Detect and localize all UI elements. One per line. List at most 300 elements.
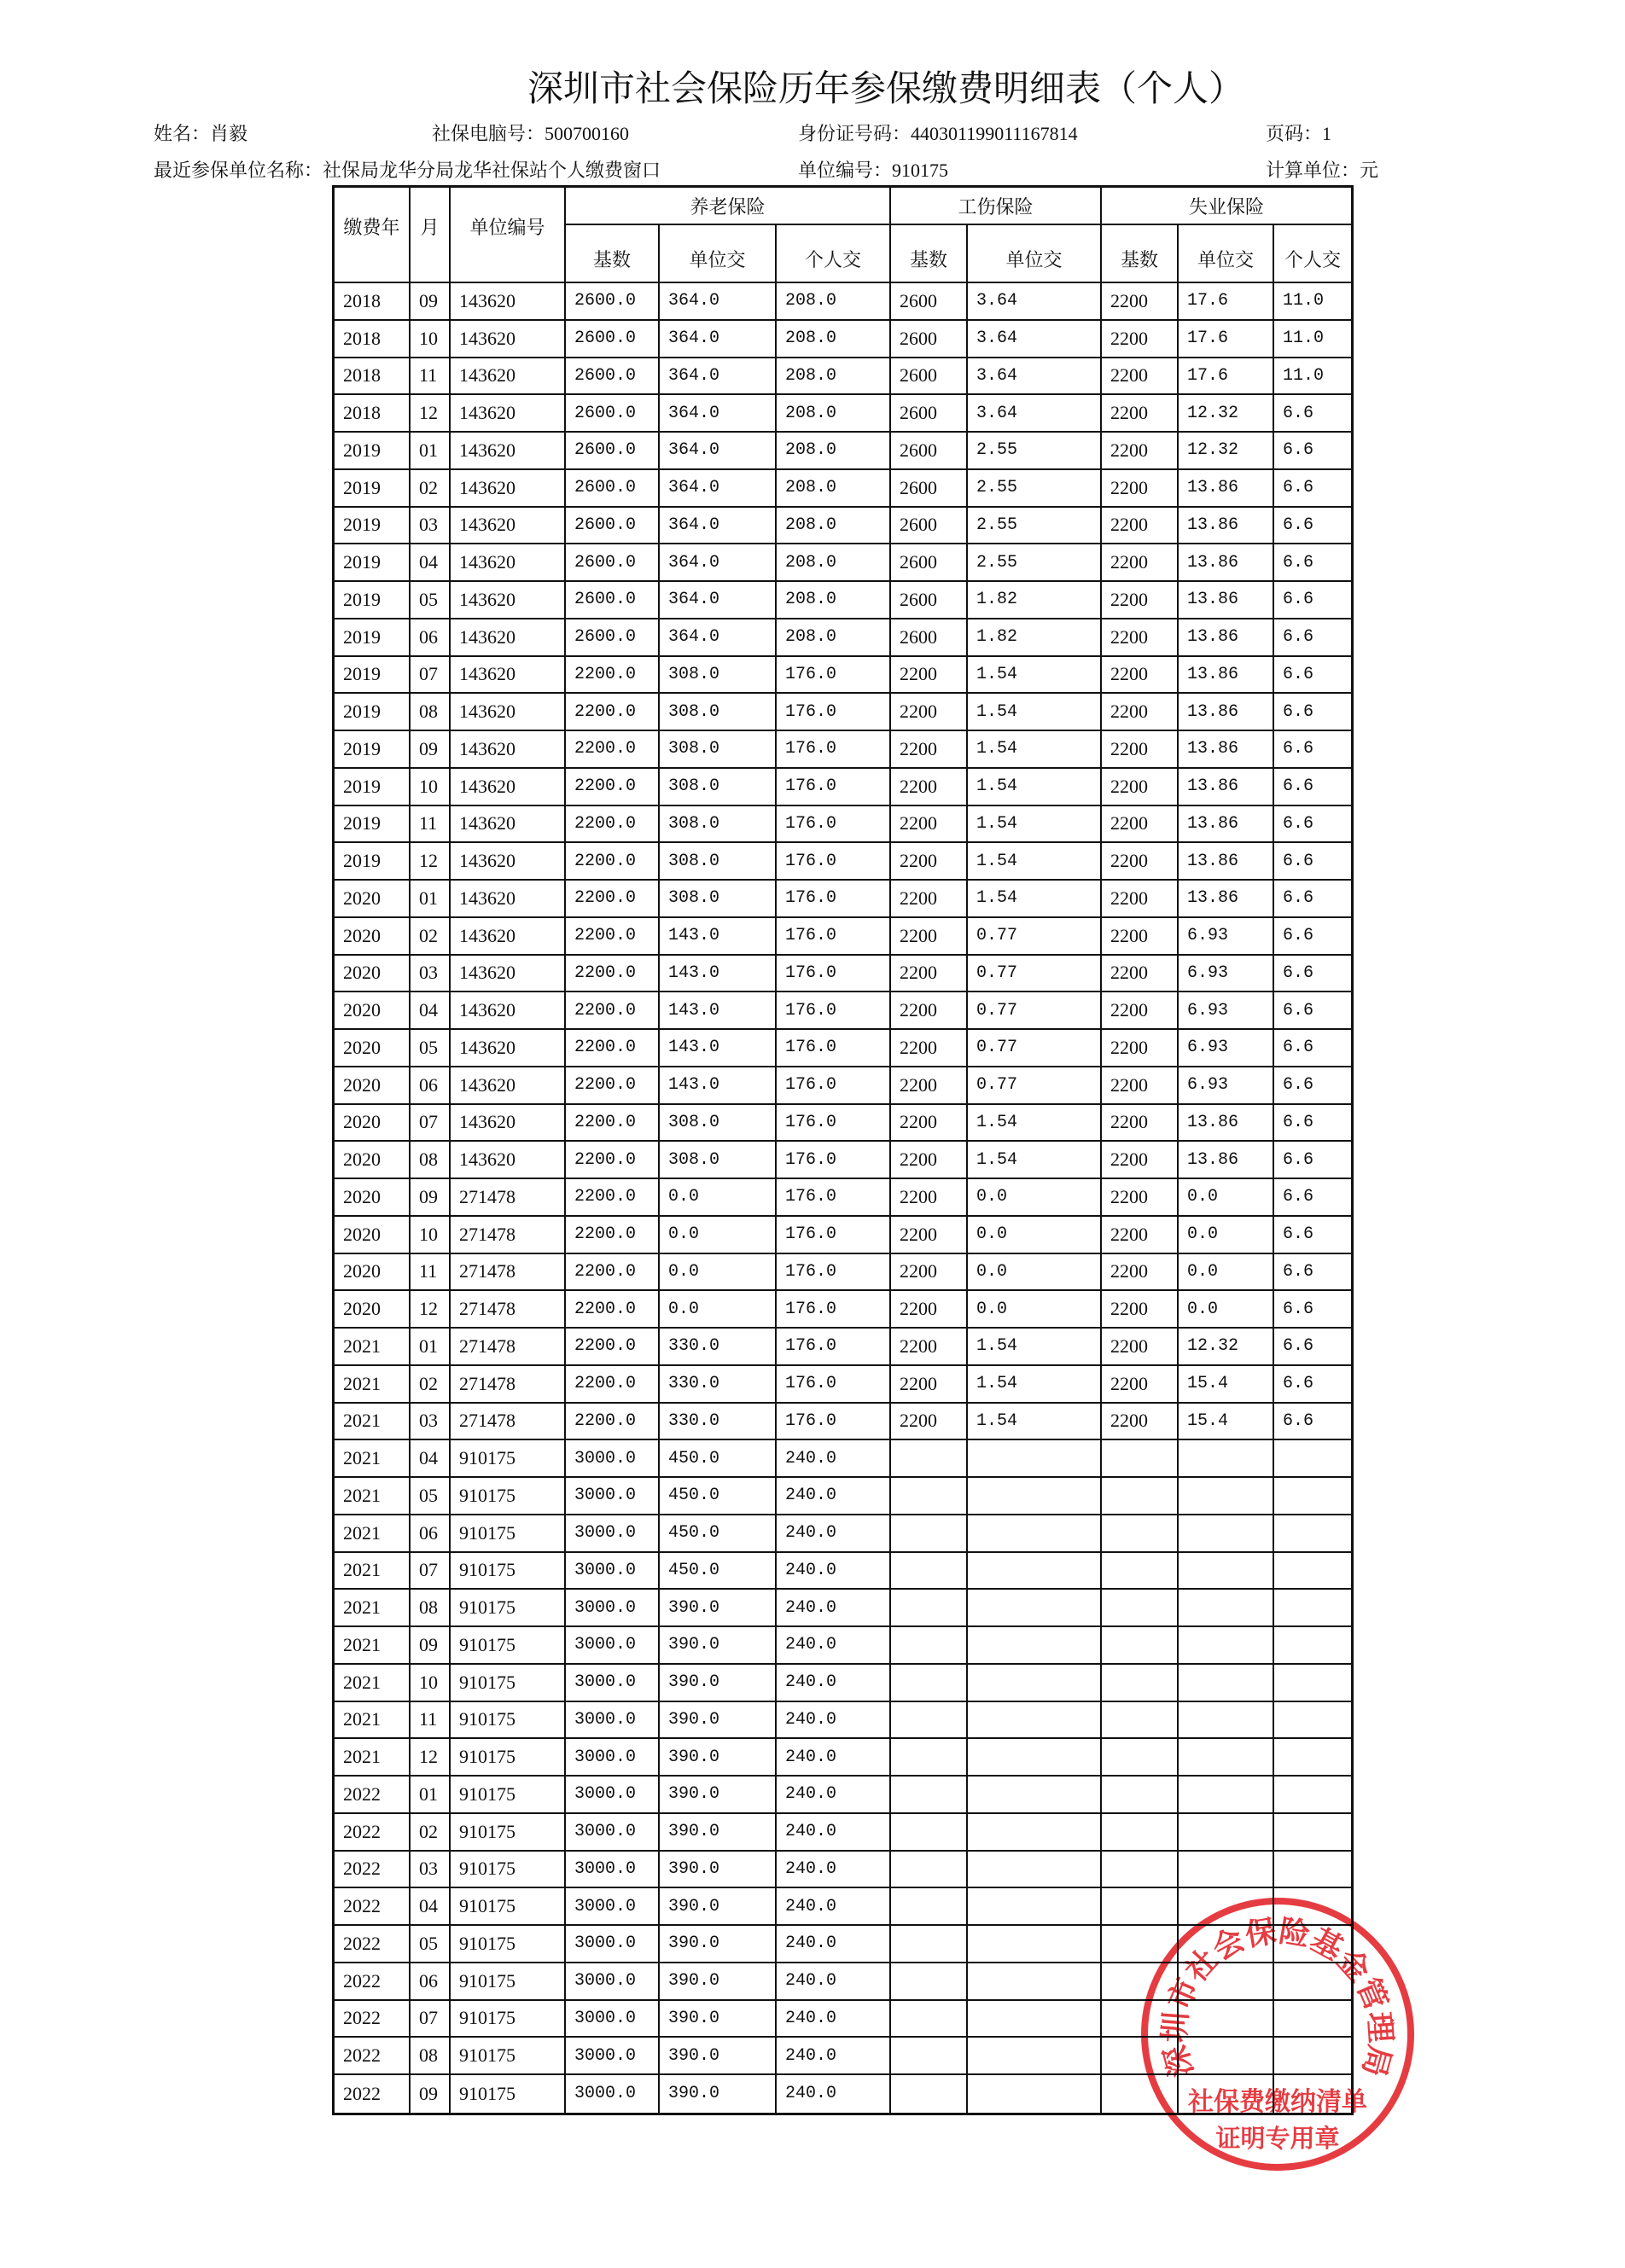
official-seal xyxy=(1124,1881,1431,2188)
cell-unemployment-base: 2200 xyxy=(1102,843,1179,881)
cell-unemployment-unit xyxy=(1179,1814,1274,1852)
cell-pension-personal: 176.0 xyxy=(777,881,891,918)
cell-month: 01 xyxy=(411,881,451,918)
cell-pension-base: 3000.0 xyxy=(566,1478,660,1515)
cell-pension-personal: 240.0 xyxy=(777,1739,891,1777)
cell-year: 2020 xyxy=(335,1291,411,1329)
cell-unemployment-unit: 12.32 xyxy=(1179,1329,1274,1366)
cell-injury-unit: 1.54 xyxy=(968,1366,1102,1404)
cell-year: 2018 xyxy=(335,283,411,321)
header-unemployment-personal: 个人交 xyxy=(1274,225,1351,283)
cell-injury-unit: 1.54 xyxy=(968,1142,1102,1179)
currency-field xyxy=(1266,160,1378,182)
cell-month: 05 xyxy=(411,1030,451,1067)
cell-month: 11 xyxy=(411,358,451,396)
cell-unit-code: 143620 xyxy=(451,544,566,582)
cell-year: 2021 xyxy=(335,1590,411,1627)
cell-pension-base: 2600.0 xyxy=(566,508,660,545)
cell-month: 10 xyxy=(411,321,451,358)
cell-pension-personal: 176.0 xyxy=(777,694,891,731)
cell-month: 10 xyxy=(411,1665,451,1702)
cell-pension-base: 2600.0 xyxy=(566,358,660,396)
cell-pension-base: 2200.0 xyxy=(566,1366,660,1404)
cell-unit-code: 271478 xyxy=(451,1291,566,1329)
cell-pension-unit: 364.0 xyxy=(660,321,777,358)
cell-injury-base: 2200 xyxy=(891,918,968,956)
cell-unemployment-personal: 6.6 xyxy=(1274,1291,1351,1329)
cell-year: 2020 xyxy=(335,1105,411,1143)
cell-pension-unit: 308.0 xyxy=(660,843,777,881)
cell-pension-personal: 176.0 xyxy=(777,956,891,993)
cell-injury-unit: 3.64 xyxy=(968,358,1102,396)
cell-unemployment-unit xyxy=(1179,1590,1274,1627)
cell-injury-base: 2600 xyxy=(891,582,968,619)
cell-unemployment-personal xyxy=(1274,1665,1351,1702)
cell-year: 2022 xyxy=(335,1926,411,1963)
cell-injury-base: 2600 xyxy=(891,395,968,433)
id-number-value: 440301199011167814 xyxy=(911,123,1078,144)
cell-pension-unit: 308.0 xyxy=(660,694,777,731)
cell-injury-unit xyxy=(968,2001,1102,2038)
cell-pension-unit: 0.0 xyxy=(660,1254,777,1292)
cell-unemployment-personal: 6.6 xyxy=(1274,619,1351,657)
cell-year: 2021 xyxy=(335,1478,411,1515)
cell-month: 06 xyxy=(411,1067,451,1105)
cell-unemployment-unit: 13.86 xyxy=(1179,806,1274,844)
cell-year: 2020 xyxy=(335,1067,411,1105)
cell-unemployment-base: 2200 xyxy=(1102,918,1179,956)
cell-injury-unit: 3.64 xyxy=(968,321,1102,358)
cell-unemployment-unit xyxy=(1179,1702,1274,1740)
cell-pension-base: 3000.0 xyxy=(566,2038,660,2075)
currency-label: 计算单位： xyxy=(1266,160,1360,181)
cell-injury-unit: 2.55 xyxy=(968,433,1102,470)
cell-unemployment-unit: 13.86 xyxy=(1179,657,1274,695)
cell-pension-base: 2600.0 xyxy=(566,582,660,619)
cell-month: 03 xyxy=(411,508,451,545)
cell-year: 2022 xyxy=(335,2001,411,2038)
cell-unit-code: 143620 xyxy=(451,1067,566,1105)
cell-unemployment-unit: 0.0 xyxy=(1179,1254,1274,1292)
name-label: 姓名： xyxy=(154,123,211,144)
cell-unemployment-base: 2200 xyxy=(1102,657,1179,695)
cell-unemployment-personal: 6.6 xyxy=(1274,1404,1351,1441)
cell-unit-code: 910175 xyxy=(451,1852,566,1889)
cell-unit-code: 143620 xyxy=(451,881,566,918)
cell-injury-base xyxy=(891,1926,968,1963)
header-injury-base: 基数 xyxy=(891,225,968,283)
ss-number-value: 500700160 xyxy=(545,123,630,144)
cell-pension-personal: 176.0 xyxy=(777,1291,891,1329)
cell-injury-base xyxy=(891,1515,968,1553)
cell-injury-base xyxy=(891,2075,968,2113)
cell-pension-base: 2200.0 xyxy=(566,1217,660,1254)
cell-unit-code: 143620 xyxy=(451,1142,566,1179)
cell-pension-personal: 176.0 xyxy=(777,1217,891,1254)
cell-unemployment-unit: 17.6 xyxy=(1179,358,1274,396)
cell-pension-base: 3000.0 xyxy=(566,1515,660,1553)
cell-month: 02 xyxy=(411,1366,451,1404)
document-title: 深圳市社会保险历年参保缴费明细表（个人） xyxy=(527,67,1244,109)
cell-unemployment-unit: 15.4 xyxy=(1179,1404,1274,1441)
cell-unit-code: 910175 xyxy=(451,2075,566,2113)
cell-injury-unit xyxy=(968,1777,1102,1814)
cell-month: 09 xyxy=(411,1179,451,1217)
cell-pension-base: 2200.0 xyxy=(566,1254,660,1292)
cell-unemployment-base xyxy=(1102,1440,1179,1478)
cell-pension-base: 2200.0 xyxy=(566,1329,660,1366)
cell-unemployment-base: 2200 xyxy=(1102,731,1179,769)
cell-year: 2019 xyxy=(335,470,411,508)
cell-unemployment-base xyxy=(1102,1515,1179,1553)
cell-injury-base xyxy=(891,1478,968,1515)
cell-pension-personal: 208.0 xyxy=(777,508,891,545)
cell-month: 08 xyxy=(411,694,451,731)
cell-year: 2019 xyxy=(335,657,411,695)
cell-unemployment-base: 2200 xyxy=(1102,1105,1179,1143)
cell-unemployment-unit: 0.0 xyxy=(1179,1217,1274,1254)
cell-pension-unit: 390.0 xyxy=(660,2038,777,2075)
cell-injury-base xyxy=(891,2001,968,2038)
cell-injury-unit xyxy=(968,2038,1102,2075)
cell-pension-unit: 390.0 xyxy=(660,2001,777,2038)
cell-pension-base: 3000.0 xyxy=(566,2001,660,2038)
cell-injury-base xyxy=(891,2038,968,2075)
cell-unit-code: 143620 xyxy=(451,1105,566,1143)
cell-year: 2020 xyxy=(335,992,411,1030)
cell-injury-unit xyxy=(968,1515,1102,1553)
cell-unit-code: 910175 xyxy=(451,1627,566,1665)
cell-pension-base: 3000.0 xyxy=(566,1665,660,1702)
cell-pension-base: 2600.0 xyxy=(566,433,660,470)
cell-unit-code: 143620 xyxy=(451,843,566,881)
cell-month: 04 xyxy=(411,1440,451,1478)
cell-pension-base: 3000.0 xyxy=(566,2075,660,2113)
cell-injury-base: 2600 xyxy=(891,321,968,358)
cell-unemployment-base xyxy=(1102,1665,1179,1702)
cell-injury-base: 2600 xyxy=(891,508,968,545)
header-month: 月 xyxy=(411,188,451,283)
cell-unemployment-base: 2200 xyxy=(1102,619,1179,657)
cell-unemployment-unit: 0.0 xyxy=(1179,1179,1274,1217)
cell-unit-code: 143620 xyxy=(451,321,566,358)
cell-injury-base xyxy=(891,1665,968,1702)
cell-unemployment-personal: 11.0 xyxy=(1274,321,1351,358)
cell-injury-base: 2600 xyxy=(891,283,968,321)
cell-unemployment-base: 2200 xyxy=(1102,1030,1179,1067)
cell-year: 2019 xyxy=(335,806,411,844)
unit-name-value: 社保局龙华分局龙华社保站个人缴费窗口 xyxy=(323,160,661,181)
page-field xyxy=(1266,123,1331,145)
cell-unemployment-base: 2200 xyxy=(1102,1254,1179,1292)
ss-number-label: 社保电脑号： xyxy=(432,123,545,144)
cell-unemployment-personal: 11.0 xyxy=(1274,358,1351,396)
cell-unemployment-personal xyxy=(1274,1553,1351,1591)
cell-pension-base: 2200.0 xyxy=(566,806,660,844)
cell-unemployment-base: 2200 xyxy=(1102,470,1179,508)
cell-unemployment-unit: 6.93 xyxy=(1179,1030,1274,1067)
cell-pension-personal: 176.0 xyxy=(777,1179,891,1217)
cell-injury-base xyxy=(891,1627,968,1665)
cell-pension-personal: 208.0 xyxy=(777,619,891,657)
cell-pension-personal: 240.0 xyxy=(777,1702,891,1740)
cell-unemployment-unit xyxy=(1179,1665,1274,1702)
cell-unemployment-unit: 17.6 xyxy=(1179,283,1274,321)
cell-injury-base: 2200 xyxy=(891,1329,968,1366)
cell-injury-base: 2200 xyxy=(891,956,968,993)
cell-pension-unit: 143.0 xyxy=(660,956,777,993)
cell-pension-personal: 208.0 xyxy=(777,358,891,396)
cell-unit-code: 910175 xyxy=(451,1888,566,1926)
cell-pension-unit: 390.0 xyxy=(660,1852,777,1889)
cell-pension-personal: 176.0 xyxy=(777,657,891,695)
cell-injury-base: 2200 xyxy=(891,657,968,695)
cell-unit-code: 143620 xyxy=(451,283,566,321)
cell-unit-code: 271478 xyxy=(451,1404,566,1441)
cell-year: 2018 xyxy=(335,358,411,396)
cell-unemployment-personal xyxy=(1274,1702,1351,1740)
cell-month: 04 xyxy=(411,992,451,1030)
cell-unemployment-unit: 13.86 xyxy=(1179,769,1274,806)
cell-month: 11 xyxy=(411,806,451,844)
cell-unemployment-personal: 6.6 xyxy=(1274,731,1351,769)
cell-injury-unit xyxy=(968,1440,1102,1478)
cell-year: 2022 xyxy=(335,1814,411,1852)
cell-unemployment-unit: 6.93 xyxy=(1179,956,1274,993)
cell-injury-unit: 1.54 xyxy=(968,881,1102,918)
cell-year: 2019 xyxy=(335,544,411,582)
cell-injury-base: 2200 xyxy=(891,1254,968,1292)
cell-pension-unit: 390.0 xyxy=(660,1814,777,1852)
cell-injury-base xyxy=(891,1963,968,2001)
cell-injury-unit xyxy=(968,1665,1102,1702)
cell-month: 07 xyxy=(411,2001,451,2038)
cell-pension-personal: 208.0 xyxy=(777,321,891,358)
cell-unit-code: 910175 xyxy=(451,2001,566,2038)
cell-injury-unit: 0.0 xyxy=(968,1291,1102,1329)
cell-unit-code: 910175 xyxy=(451,1739,566,1777)
cell-year: 2021 xyxy=(335,1366,411,1404)
cell-unemployment-base: 2200 xyxy=(1102,1366,1179,1404)
cell-pension-unit: 308.0 xyxy=(660,806,777,844)
header-unit-code: 单位编号 xyxy=(451,188,566,283)
cell-month: 01 xyxy=(411,1329,451,1366)
cell-injury-base: 2200 xyxy=(891,731,968,769)
cell-unemployment-personal xyxy=(1274,1590,1351,1627)
cell-year: 2022 xyxy=(335,1963,411,2001)
cell-unemployment-base: 2200 xyxy=(1102,694,1179,731)
cell-year: 2022 xyxy=(335,2075,411,2113)
cell-unit-code: 910175 xyxy=(451,1926,566,1963)
cell-unemployment-unit xyxy=(1179,1440,1274,1478)
cell-pension-base: 2200.0 xyxy=(566,769,660,806)
cell-injury-unit: 0.77 xyxy=(968,1067,1102,1105)
cell-injury-base: 2600 xyxy=(891,619,968,657)
cell-pension-unit: 364.0 xyxy=(660,433,777,470)
cell-pension-base: 3000.0 xyxy=(566,1852,660,1889)
cell-month: 09 xyxy=(411,1627,451,1665)
cell-month: 07 xyxy=(411,657,451,695)
cell-injury-base: 2600 xyxy=(891,544,968,582)
cell-injury-base xyxy=(891,1702,968,1740)
cell-pension-personal: 240.0 xyxy=(777,2038,891,2075)
cell-pension-unit: 330.0 xyxy=(660,1404,777,1441)
cell-injury-base: 2200 xyxy=(891,769,968,806)
cell-month: 02 xyxy=(411,470,451,508)
cell-pension-unit: 364.0 xyxy=(660,544,777,582)
cell-unemployment-unit: 13.86 xyxy=(1179,619,1274,657)
cell-pension-base: 2200.0 xyxy=(566,657,660,695)
seal-arc-text-path: 深圳市社会保险基金管理局 xyxy=(1156,1912,1399,2081)
cell-year: 2021 xyxy=(335,1627,411,1665)
cell-unemployment-personal xyxy=(1274,1627,1351,1665)
cell-month: 03 xyxy=(411,1404,451,1441)
cell-injury-unit: 1.54 xyxy=(968,1105,1102,1143)
cell-unit-code: 910175 xyxy=(451,2038,566,2075)
cell-injury-base xyxy=(891,1852,968,1889)
cell-injury-unit: 1.54 xyxy=(968,806,1102,844)
cell-pension-base: 2600.0 xyxy=(566,544,660,582)
cell-pension-unit: 390.0 xyxy=(660,1926,777,1963)
cell-injury-base: 2200 xyxy=(891,881,968,918)
cell-unemployment-base xyxy=(1102,1814,1179,1852)
cell-unit-code: 910175 xyxy=(451,1553,566,1591)
cell-year: 2019 xyxy=(335,619,411,657)
cell-pension-unit: 364.0 xyxy=(660,283,777,321)
cell-unemployment-personal xyxy=(1274,1515,1351,1553)
cell-injury-unit: 0.0 xyxy=(968,1217,1102,1254)
cell-unemployment-base: 2200 xyxy=(1102,283,1179,321)
cell-unit-code: 143620 xyxy=(451,470,566,508)
cell-year: 2019 xyxy=(335,731,411,769)
cell-pension-personal: 240.0 xyxy=(777,1515,891,1553)
cell-injury-unit: 1.54 xyxy=(968,1404,1102,1441)
cell-injury-unit: 2.55 xyxy=(968,470,1102,508)
cell-month: 07 xyxy=(411,1553,451,1591)
cell-unemployment-base: 2200 xyxy=(1102,1291,1179,1329)
cell-unemployment-unit: 13.86 xyxy=(1179,582,1274,619)
cell-pension-unit: 390.0 xyxy=(660,1702,777,1740)
header-pension-personal: 个人交 xyxy=(777,225,891,283)
cell-unemployment-unit: 13.86 xyxy=(1179,881,1274,918)
cell-injury-unit: 0.0 xyxy=(968,1254,1102,1292)
cell-injury-unit xyxy=(968,1702,1102,1740)
cell-unit-code: 143620 xyxy=(451,395,566,433)
cell-pension-personal: 240.0 xyxy=(777,1627,891,1665)
cell-pension-base: 2200.0 xyxy=(566,1067,660,1105)
cell-year: 2018 xyxy=(335,321,411,358)
cell-unemployment-base: 2200 xyxy=(1102,544,1179,582)
cell-pension-personal: 240.0 xyxy=(777,1888,891,1926)
cell-pension-personal: 176.0 xyxy=(777,918,891,956)
cell-injury-base: 2200 xyxy=(891,843,968,881)
cell-pension-base: 3000.0 xyxy=(566,1590,660,1627)
cell-unemployment-personal: 6.6 xyxy=(1274,843,1351,881)
cell-injury-unit: 1.54 xyxy=(968,843,1102,881)
cell-month: 12 xyxy=(411,395,451,433)
cell-month: 08 xyxy=(411,1142,451,1179)
cell-month: 06 xyxy=(411,1515,451,1553)
cell-year: 2020 xyxy=(335,1179,411,1217)
cell-month: 08 xyxy=(411,1590,451,1627)
cell-year: 2019 xyxy=(335,582,411,619)
cell-unemployment-unit xyxy=(1179,1515,1274,1553)
cell-unit-code: 271478 xyxy=(451,1366,566,1404)
cell-injury-unit xyxy=(968,1852,1102,1889)
cell-pension-personal: 240.0 xyxy=(777,1440,891,1478)
cell-month: 07 xyxy=(411,1105,451,1143)
seal-arc-text xyxy=(1156,1913,1399,2080)
cell-unemployment-base: 2200 xyxy=(1102,881,1179,918)
cell-year: 2019 xyxy=(335,508,411,545)
currency-value: 元 xyxy=(1360,160,1379,181)
cell-pension-personal: 240.0 xyxy=(777,1852,891,1889)
cell-unemployment-personal: 6.6 xyxy=(1274,470,1351,508)
cell-unemployment-personal: 6.6 xyxy=(1274,1105,1351,1143)
cell-month: 12 xyxy=(411,1291,451,1329)
cell-unit-code: 271478 xyxy=(451,1329,566,1366)
cell-year: 2020 xyxy=(335,918,411,956)
cell-unit-code: 143620 xyxy=(451,619,566,657)
cell-unemployment-unit: 13.86 xyxy=(1179,544,1274,582)
cell-month: 10 xyxy=(411,1217,451,1254)
cell-unemployment-personal xyxy=(1274,1814,1351,1852)
cell-injury-base xyxy=(891,1590,968,1627)
cell-pension-unit: 364.0 xyxy=(660,395,777,433)
cell-pension-unit: 390.0 xyxy=(660,1665,777,1702)
cell-pension-base: 2200.0 xyxy=(566,731,660,769)
cell-unemployment-personal: 6.6 xyxy=(1274,769,1351,806)
cell-pension-base: 2200.0 xyxy=(566,1291,660,1329)
cell-pension-unit: 364.0 xyxy=(660,508,777,545)
cell-pension-personal: 208.0 xyxy=(777,283,891,321)
cell-injury-unit: 1.54 xyxy=(968,1329,1102,1366)
cell-month: 09 xyxy=(411,2075,451,2113)
cell-pension-personal: 208.0 xyxy=(777,470,891,508)
cell-pension-unit: 390.0 xyxy=(660,1963,777,2001)
cell-month: 03 xyxy=(411,1852,451,1889)
cell-injury-base: 2200 xyxy=(891,1404,968,1441)
cell-year: 2021 xyxy=(335,1702,411,1740)
cell-unit-code: 910175 xyxy=(451,1478,566,1515)
cell-injury-base: 2200 xyxy=(891,1291,968,1329)
cell-injury-base: 2200 xyxy=(891,806,968,844)
cell-pension-personal: 176.0 xyxy=(777,806,891,844)
cell-unemployment-unit: 15.4 xyxy=(1179,1366,1274,1404)
cell-pension-unit: 450.0 xyxy=(660,1553,777,1591)
cell-pension-personal: 240.0 xyxy=(777,1553,891,1591)
cell-unit-code: 910175 xyxy=(451,1777,566,1814)
cell-injury-unit xyxy=(968,1926,1102,1963)
cell-pension-personal: 176.0 xyxy=(777,1254,891,1292)
cell-injury-unit xyxy=(968,1739,1102,1777)
cell-unemployment-personal: 6.6 xyxy=(1274,992,1351,1030)
cell-month: 06 xyxy=(411,1963,451,2001)
cell-year: 2022 xyxy=(335,1852,411,1889)
cell-unemployment-unit xyxy=(1179,1777,1274,1814)
cell-pension-base: 3000.0 xyxy=(566,1627,660,1665)
cell-unemployment-unit: 12.32 xyxy=(1179,395,1274,433)
cell-injury-unit xyxy=(968,1478,1102,1515)
cell-unemployment-personal xyxy=(1274,1478,1351,1515)
cell-unemployment-base xyxy=(1102,1553,1179,1591)
seal-line-2: 证明专用章 xyxy=(1215,2124,1340,2153)
cell-injury-base: 2600 xyxy=(891,470,968,508)
cell-injury-unit: 0.77 xyxy=(968,956,1102,993)
cell-pension-base: 3000.0 xyxy=(566,1963,660,2001)
contribution-table xyxy=(332,185,1354,2115)
cell-injury-unit: 3.64 xyxy=(968,283,1102,321)
